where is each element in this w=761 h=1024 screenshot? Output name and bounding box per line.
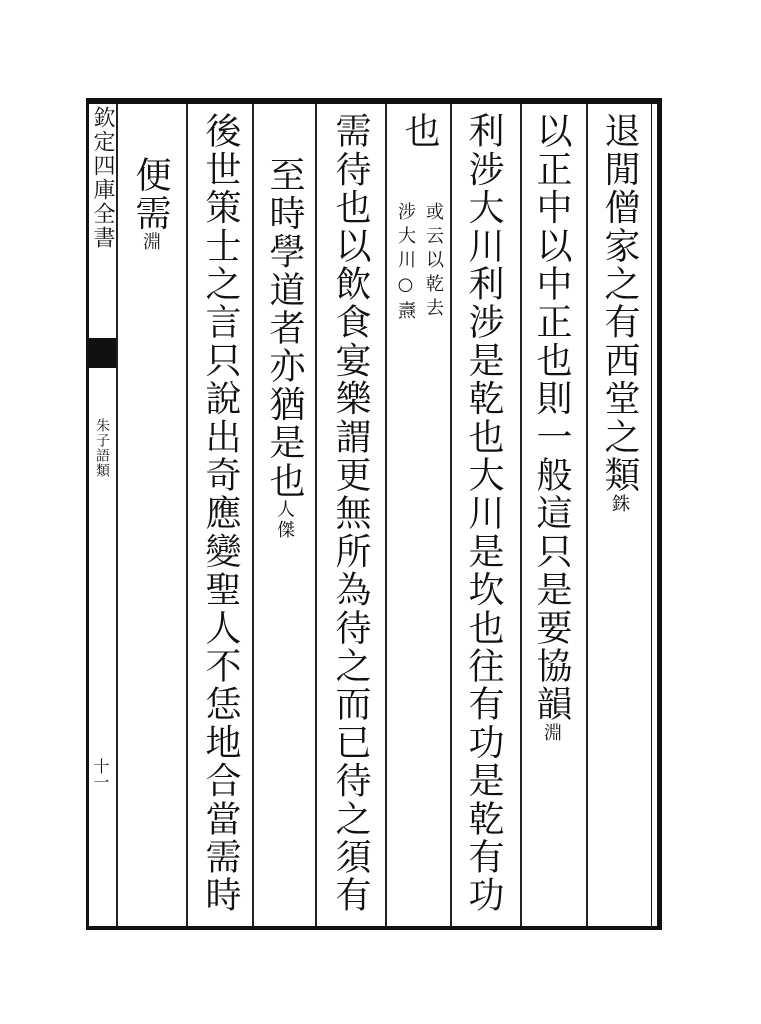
frame-border-bottom: [86, 926, 662, 930]
margin-page-number: 十一: [91, 758, 110, 790]
column-text: 便需: [130, 156, 171, 233]
text-column-5: [330, 112, 370, 914]
column-divider: [385, 104, 387, 926]
column-text: 需待也以飲食宴樂謂更無所為待之而已待之須有: [330, 112, 371, 915]
frame-border-left: [86, 98, 89, 930]
column-text: 後世策士之言只說出奇應變聖人不恁地合當需時: [200, 112, 241, 915]
column-divider: [315, 104, 317, 926]
column-divider: [586, 104, 588, 926]
page-frame: [86, 98, 662, 930]
inline-note: 人傑: [274, 499, 295, 541]
text-column-1: [599, 112, 639, 514]
text-column-7: [200, 112, 240, 914]
column-text: 以正中以中正也則一般這只是要協韻: [531, 112, 572, 724]
fish-tail-mark: [89, 338, 116, 368]
text-column-4: [399, 112, 439, 150]
text-column-3: [463, 112, 503, 914]
small-note-right: 或云以乾去: [423, 202, 444, 322]
margin-book-title: 朱子語類: [94, 418, 110, 478]
frame-border-top: [86, 98, 662, 104]
text-column-8: [130, 156, 170, 253]
small-note-left: 涉大川○燾: [395, 202, 416, 325]
column-divider: [520, 104, 522, 926]
column-text: 至時學道者亦猶是也: [264, 156, 305, 500]
text-column-2: [531, 112, 571, 743]
column-divider: [186, 104, 188, 926]
column-text: 利涉大川利涉是乾也大川是坎也往有功是乾有功: [463, 112, 504, 915]
frame-border-right: [657, 98, 662, 930]
column-divider: [252, 104, 254, 926]
inline-note: 銖: [609, 494, 630, 515]
column-divider: [450, 104, 452, 926]
column-text: 退閒僧家之有西堂之類: [599, 112, 640, 494]
margin-separator: [116, 104, 118, 926]
inline-note: 淵: [541, 723, 562, 744]
frame-inner-rule: [651, 104, 652, 926]
margin-title: 欽定四庫全書: [90, 106, 115, 250]
text-column-6: [264, 156, 304, 540]
column-text: 也: [399, 112, 440, 151]
inline-note: 淵: [140, 232, 161, 253]
